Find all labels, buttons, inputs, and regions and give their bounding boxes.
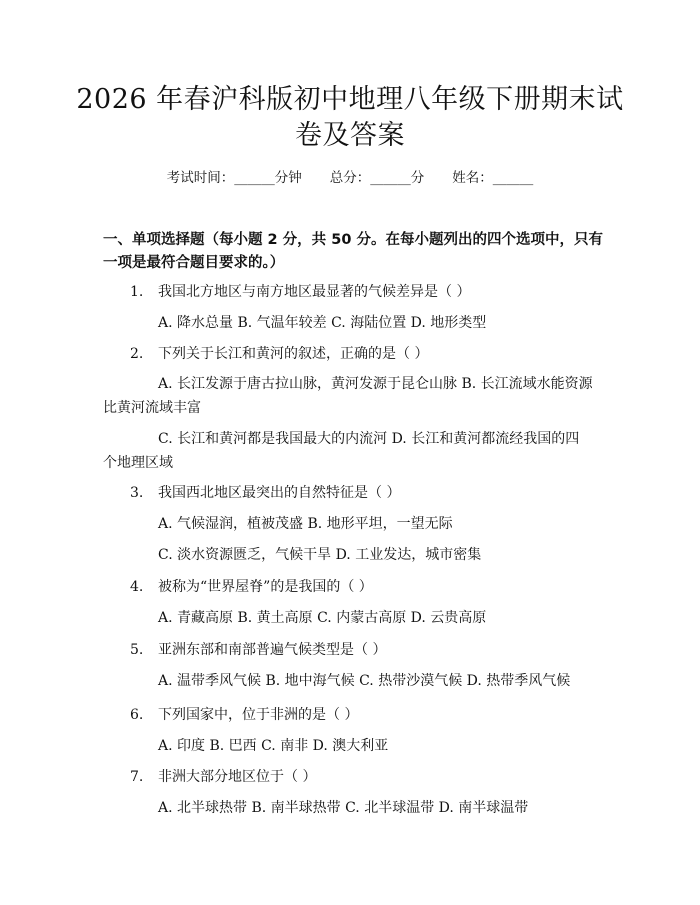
section-heading: 一、单项选择题（每小题 2 分，共 50 分。在每小题列出的四个选项中，只有一项是最符合题目要求的。） — [103, 232, 603, 271]
question-text: 下列关于长江和黄河的叙述，正确的是（ ） — [158, 346, 429, 362]
title-line-1: 2026 年春沪科版初中地理八年级下册期末试 — [76, 84, 624, 115]
question-text: 被称为“世界屋脊”的是我国的（ ） — [158, 579, 373, 595]
question-number: 4. — [130, 579, 144, 595]
question-options: A. 长江发源于唐古拉山脉，黄河发源于昆仑山脉 B. 长江流域水能资源比黄河流域丰富 — [103, 376, 593, 416]
question-text: 非洲大部分地区位于（ ） — [158, 769, 317, 785]
question-options: A. 降水总量 B. 气温年较差 C. 海陆位置 D. 地形类型 — [158, 315, 487, 331]
question-options: A. 北半球热带 B. 南半球热带 C. 北半球温带 D. 南半球温带 — [158, 800, 529, 816]
exam-meta — [0, 169, 700, 187]
question-item — [130, 706, 358, 724]
question-item — [130, 283, 470, 301]
question-options: A. 气候湿润，植被茂盛 B. 地形平坦，一望无际 — [158, 516, 453, 532]
question-text: 下列国家中，位于非洲的是（ ） — [158, 707, 359, 723]
question-text: 亚洲东部和南部普遍气候类型是（ ） — [158, 642, 387, 658]
question-number: 3. — [130, 485, 144, 501]
question-item — [130, 768, 316, 786]
question-number: 2. — [130, 346, 144, 362]
title-line-2: 卷及答案 — [295, 120, 405, 151]
question-number: 1. — [130, 284, 144, 300]
total-score-label: 总分：______分 — [329, 170, 425, 186]
question-options: A. 青藏高原 B. 黄土高原 C. 内蒙古高原 D. 云贵高原 — [158, 610, 487, 626]
question-number: 7. — [130, 769, 144, 785]
student-name-label: 姓名：______ — [452, 170, 534, 186]
question-options: A. 温带季风气候 B. 地中海气候 C. 热带沙漠气候 D. 热带季风气候 — [158, 673, 571, 689]
question-number: 5. — [130, 642, 144, 658]
question-text: 我国西北地区最突出的自然特征是（ ） — [158, 485, 401, 501]
question-options: A. 印度 B. 巴西 C. 南非 D. 澳大利亚 — [158, 738, 389, 754]
question-number: 6. — [130, 707, 144, 723]
question-text: 我国北方地区与南方地区最显著的气候差异是（ ） — [158, 284, 471, 300]
question-item — [130, 578, 373, 596]
question-item — [130, 484, 400, 502]
document-title — [60, 82, 640, 154]
question-options: C. 淡水资源匮乏，气候干旱 D. 工业发达，城市密集 — [158, 547, 482, 563]
question-item — [130, 345, 428, 363]
exam-time-label: 考试时间：______分钟 — [166, 170, 302, 186]
question-item — [130, 641, 386, 659]
question-options: C. 长江和黄河都是我国最大的内流河 D. 长江和黄河都流经我国的四个地理区域 — [103, 431, 580, 471]
